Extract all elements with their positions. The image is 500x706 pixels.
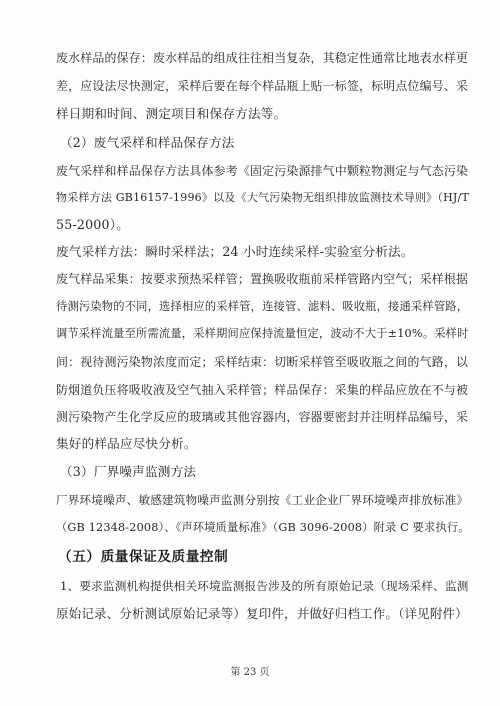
paragraph-line-noise-1: 厂界环境噪声、敏感建筑物噪声监测分别按《工业企业厂界环境噪声排放标准》 [56, 493, 469, 507]
subheading-noise-monitoring: （3）厂界噪声监测方法 [60, 464, 197, 479]
paragraph-line-gas-reference-1: 废气采样和样品保存方法具体参考《固定污染源排气中颗粒物测定与气态污染 [56, 164, 469, 178]
section-heading-quality-assurance: （五）质量保证及质量控制 [58, 549, 229, 565]
paragraph-line-noise-2: （GB 12348-2008）、《声环境质量标准》（GB 3096-2008）附录 C 要求执行。 [56, 521, 470, 534]
paragraph-line-quality-1: 1、要求监测机构提供相关环境监测报告涉及的所有原始记录（现场采样、监测 [60, 579, 469, 593]
paragraph-line-wastewater-storage-1: 废水样品的保存：废水样品的组成往往相当复杂，其稳定性通常比地表水样更 [56, 51, 469, 65]
paragraph-line-wastewater-storage-2: 差，应设法尽快测定，采样后要在每个样品瓶上贴一标签，标明点位编号、采 [56, 79, 469, 93]
paragraph-line-gas-reference-2: 物采样方法 GB16157-1996》以及《大气污染物无组织排放监测技术导则》（HJ/T [56, 191, 469, 204]
subheading-waste-gas-sampling: （2）废气采样和样品保存方法 [60, 135, 235, 150]
paragraph-line-gas-sampling-methods: 废气采样方法：瞬时采样法；24 小时连续采样-实验室分析法。 [56, 244, 414, 259]
page-number: 第 23 页 [230, 667, 270, 678]
paragraph-line-wastewater-storage-3: 样日期和时间、测定项目和保存方法等。 [56, 106, 287, 121]
paragraph-line-quality-2: 原始记录、分析测试原始记录等）复印件，并做好归档工作。（详见附件） [56, 606, 468, 621]
paragraph-line-gas-collection-2: 待测污染物的不同，选择相应的采样管，连接管、滤料、吸收瓶，接通采样管路， [56, 300, 469, 313]
paragraph-line-gas-reference-3: 55-2000）。 [56, 217, 130, 232]
paragraph-line-gas-collection-4: 间：视待测污染物浓度而定；采样结束：切断采样管至吸收瓶之间的气路，以 [56, 355, 469, 369]
paragraph-line-gas-collection-6: 测污染物产生化学反应的玻璃或其他容器内，容器要密封并注明样品编号，采 [56, 410, 469, 424]
paragraph-line-gas-collection-3: 调节采样流量至所需流量，采样期间应保持流量恒定，波动不大于±10%。采样时 [56, 327, 469, 340]
paragraph-line-gas-collection-5: 防烟道负压将吸收液及空气抽入采样管；样品保存：采集的样品应放在不与被 [56, 383, 469, 397]
paragraph-line-gas-collection-7: 集好的样品应尽快分析。 [56, 436, 197, 451]
paragraph-line-gas-collection-1: 废气样品采集：按要求预热采样管；置换吸收瓶前采样管路内空气；采样根据 [56, 272, 469, 286]
